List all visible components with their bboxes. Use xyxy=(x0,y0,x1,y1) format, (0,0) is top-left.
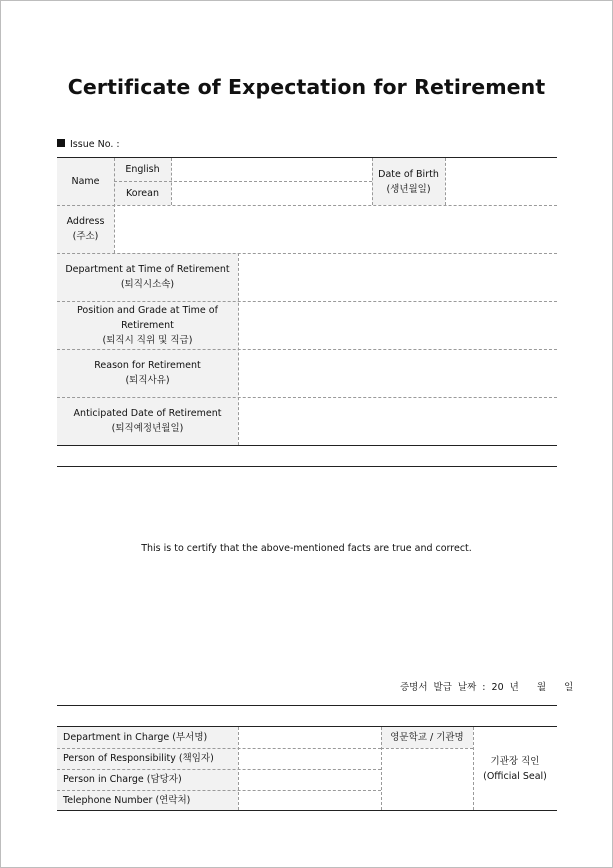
korean-name-field[interactable] xyxy=(171,181,372,205)
divider xyxy=(57,397,557,398)
department-label-cell xyxy=(57,253,238,301)
address-label-cell xyxy=(57,205,114,253)
divider xyxy=(473,727,474,810)
issue-date-year: 20 xyxy=(491,682,504,693)
section-divider xyxy=(57,466,557,467)
divider xyxy=(171,158,172,205)
english-name-field[interactable] xyxy=(171,158,372,181)
department-field[interactable] xyxy=(238,253,557,301)
person-responsibility-field[interactable] xyxy=(238,748,381,769)
telephone-label: Telephone Number (연락처) xyxy=(63,794,191,806)
address-label-en: Address xyxy=(66,216,105,227)
dept-in-charge-field[interactable] xyxy=(238,727,381,748)
school-name-field[interactable] xyxy=(381,748,473,810)
anticipated-date-label-en: Anticipated Date of Retirement xyxy=(73,408,222,419)
telephone-field[interactable] xyxy=(238,790,381,810)
anticipated-date-field[interactable] xyxy=(238,397,557,445)
divider xyxy=(238,253,239,445)
divider xyxy=(381,727,382,810)
issue-date-label: 증명서 발급 날짜 : xyxy=(400,682,486,693)
dob-label-ko: (생년월일) xyxy=(386,183,431,195)
reason-label-en: Reason for Retirement xyxy=(94,360,201,371)
address-field[interactable] xyxy=(114,205,557,253)
dob-label-cell xyxy=(372,158,445,205)
position-label-en-line2: Retirement xyxy=(121,319,174,331)
divider xyxy=(57,253,557,254)
divider xyxy=(57,349,557,350)
certification-statement: This is to certify that the above-mentioned facts are true and correct. xyxy=(141,543,472,554)
person-responsibility-label: Person of Responsibility (책임자) xyxy=(63,753,214,764)
divider xyxy=(238,727,239,810)
issue-date-line xyxy=(400,679,573,693)
department-label-ko: (퇴직시소속) xyxy=(120,279,175,290)
dob-field[interactable] xyxy=(445,158,557,205)
person-in-charge-label: Person in Charge (담당자) xyxy=(63,774,182,785)
name-label-cell xyxy=(57,158,114,205)
person-in-charge-label-cell xyxy=(57,769,238,790)
table-top-border xyxy=(57,157,557,158)
name-label: Name xyxy=(71,176,100,187)
official-seal-cell xyxy=(473,727,557,810)
english-label: English xyxy=(125,164,160,175)
divider xyxy=(57,205,557,206)
person-responsibility-label-cell xyxy=(57,748,238,769)
footer-table-top-border xyxy=(57,726,557,727)
position-field[interactable] xyxy=(238,301,557,349)
reason-field[interactable] xyxy=(238,349,557,397)
english-label-cell xyxy=(114,158,171,181)
table-bottom-border xyxy=(57,445,557,446)
divider xyxy=(57,790,381,791)
school-label: 영문학교 / 기관명 xyxy=(390,732,464,743)
official-seal-label-ko: 기관장 직인 xyxy=(490,755,540,767)
telephone-label-cell xyxy=(57,790,238,810)
issue-number-label: Issue No. : xyxy=(70,139,120,150)
official-seal-label-en: (Official Seal) xyxy=(483,770,547,782)
divider xyxy=(445,158,446,205)
divider xyxy=(372,158,373,205)
divider xyxy=(57,769,381,770)
square-bullet-icon xyxy=(57,139,65,147)
dob-label-en: Date of Birth xyxy=(378,168,439,180)
divider xyxy=(57,748,381,749)
reason-label-cell xyxy=(57,349,238,397)
korean-label: Korean xyxy=(126,187,159,199)
dept-in-charge-label-cell xyxy=(57,727,238,748)
footer-table-bottom-border xyxy=(57,810,557,811)
divider xyxy=(57,301,557,302)
divider xyxy=(114,158,115,253)
dept-in-charge-label: Department in Charge (부서명) xyxy=(63,732,208,743)
issue-date-day-unit: 일 xyxy=(564,682,574,693)
school-label-cell xyxy=(381,727,473,748)
position-label-cell xyxy=(57,301,238,349)
issue-number xyxy=(57,139,120,150)
anticipated-date-label-ko: (퇴직예정년월일) xyxy=(111,423,184,434)
position-label-ko: (퇴직시 직위 및 직급) xyxy=(102,334,193,346)
section-divider xyxy=(57,705,557,706)
anticipated-date-label-cell xyxy=(57,397,238,445)
korean-label-cell xyxy=(114,181,171,205)
address-label-ko: (주소) xyxy=(72,231,99,242)
issue-date-month-unit: 월 xyxy=(536,682,547,693)
reason-label-ko: (퇴직사유) xyxy=(125,375,170,386)
divider xyxy=(114,181,372,182)
department-label-en: Department at Time of Retirement xyxy=(65,264,230,275)
position-label-en-line1: Position and Grade at Time of xyxy=(77,304,218,316)
person-in-charge-field[interactable] xyxy=(238,769,381,790)
divider xyxy=(381,748,473,749)
issue-date-year-unit: 년 xyxy=(509,682,519,693)
document-title: Certificate of Expectation for Retirement xyxy=(67,75,546,99)
